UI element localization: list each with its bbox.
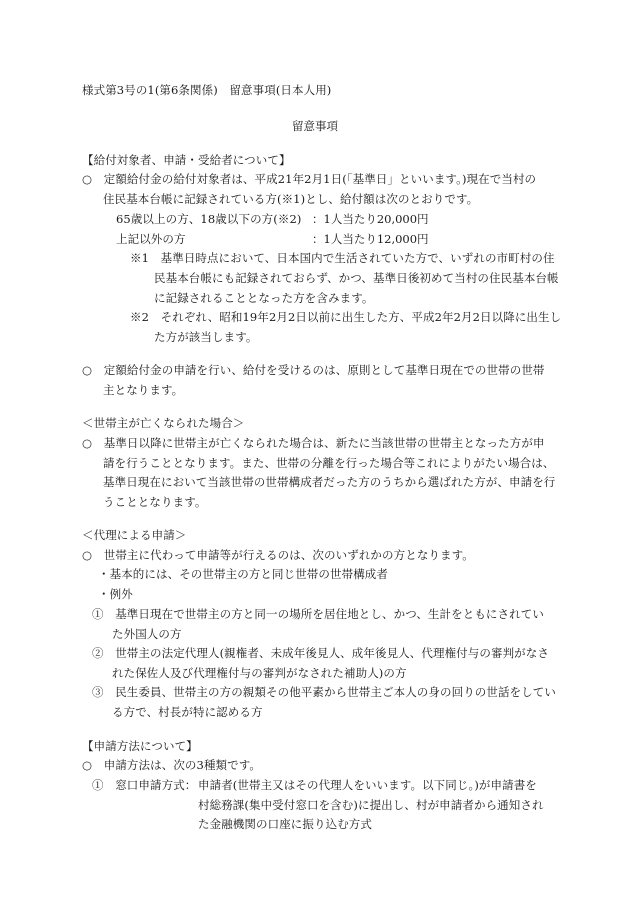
paragraph-line: 基準日現在において当該世帯の世帯構成者だった方のうちから選ばれた方が、申請を行: [103, 475, 556, 489]
section-heading-proxy: ＜代理による申請＞: [82, 528, 187, 542]
paragraph-line: ○ 定額給付金の申請を行い、給付を受けるのは、原則として基準日現在での世帯の世帯: [82, 363, 545, 377]
list-item: ② 世帯主の法定代理人(親権者、未成年後見人、成年後見人、代理権付与の審判がなさ: [92, 646, 549, 660]
list-item-continued: れた保佐人及び代理権付与の審判がなされた補助人)の方: [112, 666, 407, 680]
bullet-item: ・基本的には、その世帯主の方と同じ世帯の世帯構成者: [98, 567, 388, 581]
paragraph-line: ○ 世帯主に代わって申請等が行えるのは、次のいずれかの方となります。: [82, 548, 474, 562]
paragraph-line: うこととなります。: [103, 495, 207, 509]
amount-row-value: ：1人当たり12,000円: [312, 232, 429, 246]
section-heading-deceased: ＜世帯主が亡くなられた場合＞: [82, 416, 245, 430]
amount-row-label: 65歳以上の方、18歳以下の方(※2): [116, 212, 302, 226]
paragraph-line: 住民基本台帳に記録されている方(※1)とし、給付額は次のとおりです。: [103, 192, 479, 206]
list-item-continued: 村総務課(集中受付窓口を含む)に提出し、村が申請者から通知され: [198, 798, 544, 812]
footnote-line: た方が該当します。: [154, 330, 258, 344]
footnote-line: 民基本台帳にも記録されておらず、かつ、基準日後初めて当村の住民基本台帳: [154, 271, 559, 285]
document-title: 留意事項: [292, 119, 338, 133]
amount-row-label: 上記以外の方: [116, 232, 186, 246]
list-item-continued: た金融機関の口座に振り込む方式: [198, 817, 372, 831]
amount-row-value: ：1人当たり20,000円: [312, 212, 429, 226]
footnote-line: ※2 それぞれ、昭和19年2月2日以前に出生した方、平成2年2月2日以降に出生し: [130, 310, 562, 324]
paragraph-line: 主となります。: [103, 383, 184, 397]
paragraph-line: ○ 定額給付金の給付対象者は、平成21年2月1日(「基準日」といいます。)現在で当村の: [82, 172, 537, 186]
paragraph-line: ○ 申請方法は、次の3種類です。: [82, 758, 262, 772]
paragraph-line: ○ 基準日以降に世帯主が亡くなられた場合は、新たに当該世帯の世帯主となった方が申: [82, 436, 545, 450]
list-item-continued: た外国人の方: [112, 627, 182, 641]
list-item: ① 基準日現在で世帯主の方と同一の場所を居住地とし、かつ、生計をともにされてい: [92, 607, 544, 621]
list-item: 申請者(世帯主又はその代理人をいいます。以下同じ。)が申請書を: [198, 778, 537, 792]
section-heading-eligibility: 【給付対象者、申請・受給者について】: [82, 153, 291, 167]
list-item-label: ① 窓口申請方式：: [92, 778, 197, 792]
footnote-line: に記録されることとなった方を含みます。: [154, 291, 374, 305]
paragraph-line: 請を行うこととなります。また、世帯の分離を行った場合等これによりがたい場合は、: [103, 456, 555, 470]
list-item: ③ 民生委員、世帯主の方の親類その他平素から世帯主ご本人の身の回りの世話をしてい: [92, 685, 556, 699]
bullet-item: ・例外: [98, 587, 133, 601]
footnote-line: ※1 基準日時点において、日本国内で生活されていた方で、いずれの市町村の住: [130, 251, 555, 265]
list-item-continued: る方で、村長が特に認める方: [112, 705, 263, 719]
form-title: 様式第3号の1(第6条関係) 留意事項(日本人用): [82, 83, 332, 97]
section-heading-method: 【申請方法について】: [82, 739, 198, 753]
